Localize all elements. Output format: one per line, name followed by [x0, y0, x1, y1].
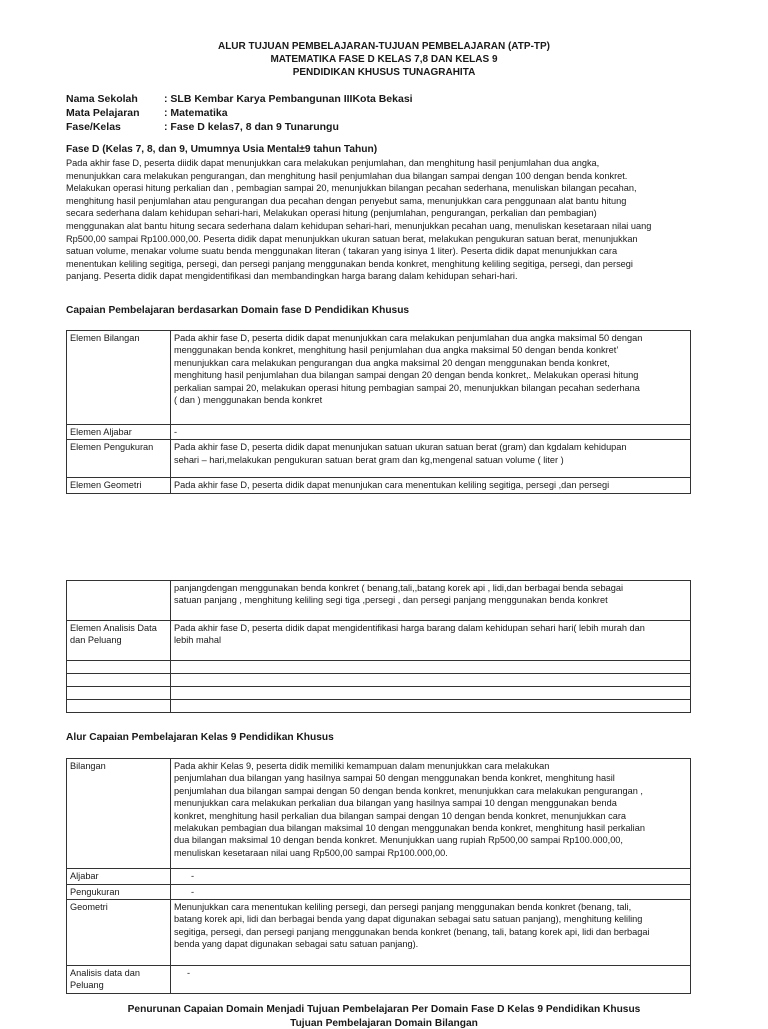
empty-cell [67, 674, 171, 687]
elemen-analisis-text [171, 621, 691, 661]
elemen-geometri-continued-text [171, 581, 691, 621]
text-line: ( dan ) menggunakan benda konkret [174, 395, 323, 406]
fase-d-line: Rp500,00 sampai Rp100.000,00. Peserta didik dapat menunjukkan ukuran satuan berat, melakukan pengukuran satuan berat, menunjukkan [66, 233, 638, 244]
analisis-text: - [171, 966, 691, 994]
fase-d-line: Pada akhir fase D, peserta diidik dapat menunjukkan cara melakukan penjumlahan, dan menghitung hasil penjumlahan dua angka, [66, 158, 600, 168]
text-line: perkalian sampai 20, melakukan operasi hitung pembagian sampai 20, menunjukkan bilangan pecahan sederhana [174, 382, 640, 393]
table-row [67, 674, 691, 687]
empty-cell [171, 700, 691, 713]
table-row [67, 900, 691, 966]
fase-d-line: menghitung hasil penjumlahan atau pengurangan dua pecahan dengan penyebut sama, menunjukkan cara penggunaan alat bantu hitung [66, 195, 627, 206]
table-row [67, 621, 691, 661]
fase-d-paragraph [66, 157, 706, 283]
elemen-geometri-text: Pada akhir fase D, peserta didik dapat menunjukan cara menentukan keliling segitiga, persegi ,dan persegi [171, 478, 691, 494]
empty-cell [171, 687, 691, 700]
table-row [67, 700, 691, 713]
table-row [67, 869, 691, 884]
elemen-geometri-label: Elemen Geometri [67, 478, 171, 494]
title-line-2: MATEMATIKA FASE D KELAS 7,8 DAN KELAS 9 [270, 54, 498, 65]
footer-heading-1: Penurunan Capaian Domain Menjadi Tujuan Pembelajaran Per Domain Fase D Kelas 9 Pendidikan Khusus [127, 1004, 641, 1015]
bilangan-label: Bilangan [67, 759, 171, 869]
text-line: batang korek api, lidi dan berbagai benda yang dapat digunakan sebagai satu satuan panjang), menghitung keliling [174, 914, 643, 925]
empty-cell [67, 687, 171, 700]
text-line: satuan panjang , menghitung keliling segi tiga ,persegi , dan persegi panjang menggunakan benda konkret [174, 595, 608, 606]
text-line: benda yang dapat digunakan sebagai satu satuan panjang). [174, 939, 419, 950]
school-value: : SLB Kembar Karya Pembangunan IIIKota Bekasi [164, 93, 413, 105]
elemen-pengukuran-label: Elemen Pengukuran [67, 440, 171, 478]
capaian-heading: Capaian Pembelajaran berdasarkan Domain fase D Pendidikan Khusus [66, 305, 410, 316]
pengukuran-label: Pengukuran [67, 884, 171, 899]
alur-table [66, 758, 691, 994]
geometri-label: Geometri [67, 900, 171, 966]
aljabar-label: Aljabar [67, 869, 171, 884]
table-row [67, 966, 691, 994]
text-line: penjumlahan dua bilangan sampai dengan 50 dengan benda konkret, menunjukkan cara melakukan pengurangan , [174, 785, 643, 796]
title-line-3: PENDIDIKAN KHUSUS TUNAGRAHITA [292, 67, 476, 78]
geometri-text [171, 900, 691, 966]
fase-d-line: panjang. Peserta didik dapat mengidentifikasi dan membandingkan harga barang dalam kehidupan sehari-hari. [66, 271, 518, 282]
spacer [174, 859, 687, 867]
table-row [67, 759, 691, 869]
text-line: menunjukkan cara melakukan perkalian dua bilangan yang hasilnya sampai 10 dengan menggunakan benda [174, 798, 617, 809]
fase-d-line: satuan volume, menakar volume suatu benda menggunakan literan ( takaran yang isinya 1 liter). Peserta didik dapat menunjukkan cara [66, 246, 618, 257]
text-line: Pada akhir Kelas 9, peserta didik memiliki kemampuan dalam menunjukkan cara melakukan [174, 761, 550, 771]
table-row [67, 440, 691, 478]
text-line: menggunakan benda konkret, menghitung hasil penjumlahan dua angka maksimal 50 dengan benda konkret’ [174, 345, 619, 356]
capaian-table-continued [66, 580, 691, 713]
info-row-phase [66, 120, 413, 134]
elemen-aljabar-text: - [171, 425, 691, 440]
elemen-bilangan-text [171, 331, 691, 425]
text-line: dua bilangan maksimal 10 dengan benda konkret. Menunjukkan uang rupiah Rp500,00 sampai Rp100.000,00, [174, 835, 623, 846]
text-line: konkret, menghitung hasil perkalian dua bilangan sampai dengan 10 dengan benda konkret, menunjukkan cara [174, 810, 627, 821]
text-line: penjumlahan dua bilangan yang hasilnya sampai 50 dengan menggunakan benda konkret, menghitung hasil [174, 773, 615, 784]
table-row [67, 661, 691, 674]
analisis-label: Analisis data dan Peluang [67, 966, 171, 994]
document-title [0, 40, 768, 79]
fase-d-line: menunjukkan cara melakukan pengurangan, dan menghitung hasil penjumlahan dua bilangan sampai dengan 100 dengan benda konkret. [66, 170, 628, 181]
empty-cell [67, 661, 171, 674]
table-row [67, 884, 691, 899]
capaian-table [66, 330, 691, 494]
footer-heading-2: Tujuan Pembelajaran Domain Bilangan [290, 1018, 478, 1029]
text-line: lebih mahal [174, 635, 221, 646]
text-line: Menunjukkan cara menentukan keliling persegi, dan persegi panjang menggunakan benda konkret (benang, tali, [174, 902, 632, 913]
text-line: Pada akhir fase D, peserta didik dapat mengidentifikasi harga barang dalam kehidupan sehari hari( lebih murah dan [174, 623, 645, 633]
info-row-school [66, 92, 413, 106]
fase-d-line: menentukan keliling segitiga, persegi, dan persegi panjang menggunakan benda konkret, menghitung keliling segitiga, persegi, dan persegi [66, 258, 633, 269]
empty-cell [67, 700, 171, 713]
text-line: panjangdengan menggunakan benda konkret ( benang,tali,,batang korek api , lidi,dan berbagai benda sebagai [174, 583, 624, 593]
fase-d-line: menggunakan alat bantu hitung secara sederhana dalam kehidupan sehari-hari, menunjukkan pecahan uang, menuliskan kesetaraan nilai uang [66, 220, 652, 231]
fase-d-line: secara sederhana dalam kehidupan sehari-hari, Melakukan operasi hitung (penjumlahan, pengurangan, perkalian dan pembagian) [66, 208, 597, 219]
empty-cell [171, 674, 691, 687]
subject-value: : Matematika [164, 107, 228, 119]
pengukuran-text: - [171, 884, 691, 899]
text-line: Pada akhir fase D, peserta didik dapat menunjukan satuan ukuran satuan berat (gram) dan kgdalam kehidupan [174, 442, 627, 453]
info-row-subject [66, 106, 413, 120]
text-line: melakukan pembagian dua bilangan maksimal 10 dengan menggunakan benda konkret, menghitung hasil perkalian [174, 823, 645, 834]
text-line: Pada akhir fase D, peserta didik dapat menunjukkan cara melakukan penjumlahan dua angka maksimal 50 dengan [174, 333, 643, 343]
text-line: sehari – hari,melakukan pengukuran satuan berat gram dan kg,mengenal satuan volume ( liter ) [174, 454, 564, 465]
bilangan-text [171, 759, 691, 869]
empty-cell [171, 661, 691, 674]
table-row [67, 478, 691, 494]
school-label: Nama Sekolah [66, 93, 138, 105]
school-info [66, 92, 413, 134]
text-line: menuliskan kesetaraan nilai uang Rp500,00 sampai Rp100.000,00. [174, 847, 448, 858]
alur-heading: Alur Capaian Pembelajaran Kelas 9 Pendidikan Khusus [66, 732, 334, 743]
elemen-analisis-label: Elemen Analisis Data dan Peluang [67, 621, 171, 661]
phase-value: : Fase D kelas7, 8 dan 9 Tunarungu [164, 121, 339, 133]
elemen-pengukuran-text [171, 440, 691, 478]
text-line: segitiga, persegi, dan persegi panjang menggunakan benda konkret (benang, tali, batang korek api, lidi dan berbagai [174, 926, 650, 937]
table-row [67, 331, 691, 425]
table-row [67, 687, 691, 700]
aljabar-text: - [171, 869, 691, 884]
elemen-aljabar-label: Elemen Aljabar [67, 425, 171, 440]
subject-label: Mata Pelajaran [66, 107, 140, 119]
empty-cell [67, 581, 171, 621]
phase-label: Fase/Kelas [66, 121, 121, 133]
fase-d-line: Melakukan operasi hitung perkalian dan , pembagian sampai 20, menunjukkan bilangan pecahan sederhana, menuliskan bilangan pecahan, [66, 183, 637, 194]
table-row [67, 425, 691, 440]
elemen-bilangan-label: Elemen Bilangan [67, 331, 171, 425]
table-row [67, 581, 691, 621]
text-line: menghitung hasil penjumlahan dua bilangan sampai dengan 20 dengan benda konkret,. Melakukan operasi hitung [174, 370, 639, 381]
text-line: menunjukkan cara melakukan pengurangan dua angka maksimal 20 dengan menggunakan benda konkret, [174, 357, 610, 368]
fase-d-heading: Fase D (Kelas 7, 8, dan 9, Umumnya Usia Mental±9 tahun Tahun) [66, 144, 378, 155]
title-line-1: ALUR TUJUAN PEMBELAJARAN-TUJUAN PEMBELAJARAN (ATP-TP) [217, 41, 551, 52]
